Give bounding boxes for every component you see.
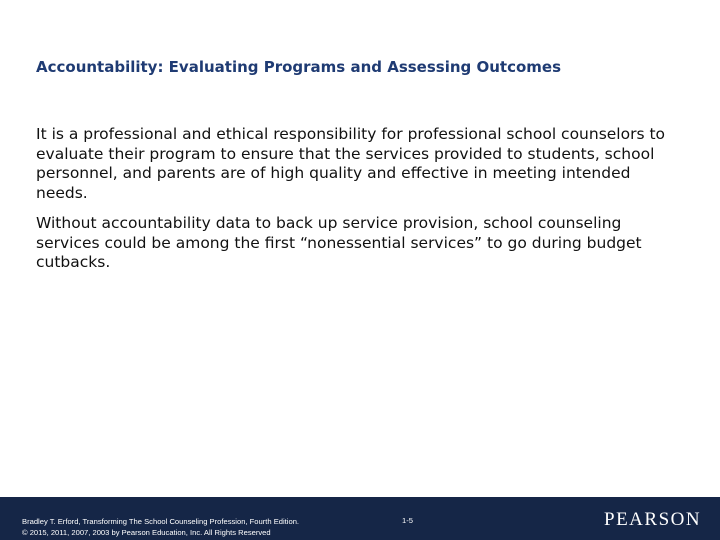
- citation-line-2: © 2015, 2011, 2007, 2003 by Pearson Education, Inc. All Rights Reserved: [22, 528, 271, 537]
- footer-citation: [22, 516, 299, 538]
- pearson-logo: PEARSON: [604, 509, 702, 530]
- body-paragraph-1: It is a professional and ethical responsibility for professional school counselors to evaluate their program to ensure that the services provided to students, school personnel, and parents are of high quality and effective in meeting intended needs.: [36, 125, 666, 202]
- citation-line-1: Bradley T. Erford, Transforming The School Counseling Profession, Fourth Edition.: [22, 517, 300, 526]
- page-number: 1-5: [402, 516, 413, 525]
- body-paragraph-2: Without accountability data to back up service provision, school counseling services could be among the first “nonessential services” to go during budget cutbacks.: [36, 214, 642, 271]
- slide-body: [36, 125, 676, 284]
- footer-bar: [0, 497, 720, 540]
- slide-title: Accountability: Evaluating Programs and Assessing Outcomes: [36, 58, 562, 76]
